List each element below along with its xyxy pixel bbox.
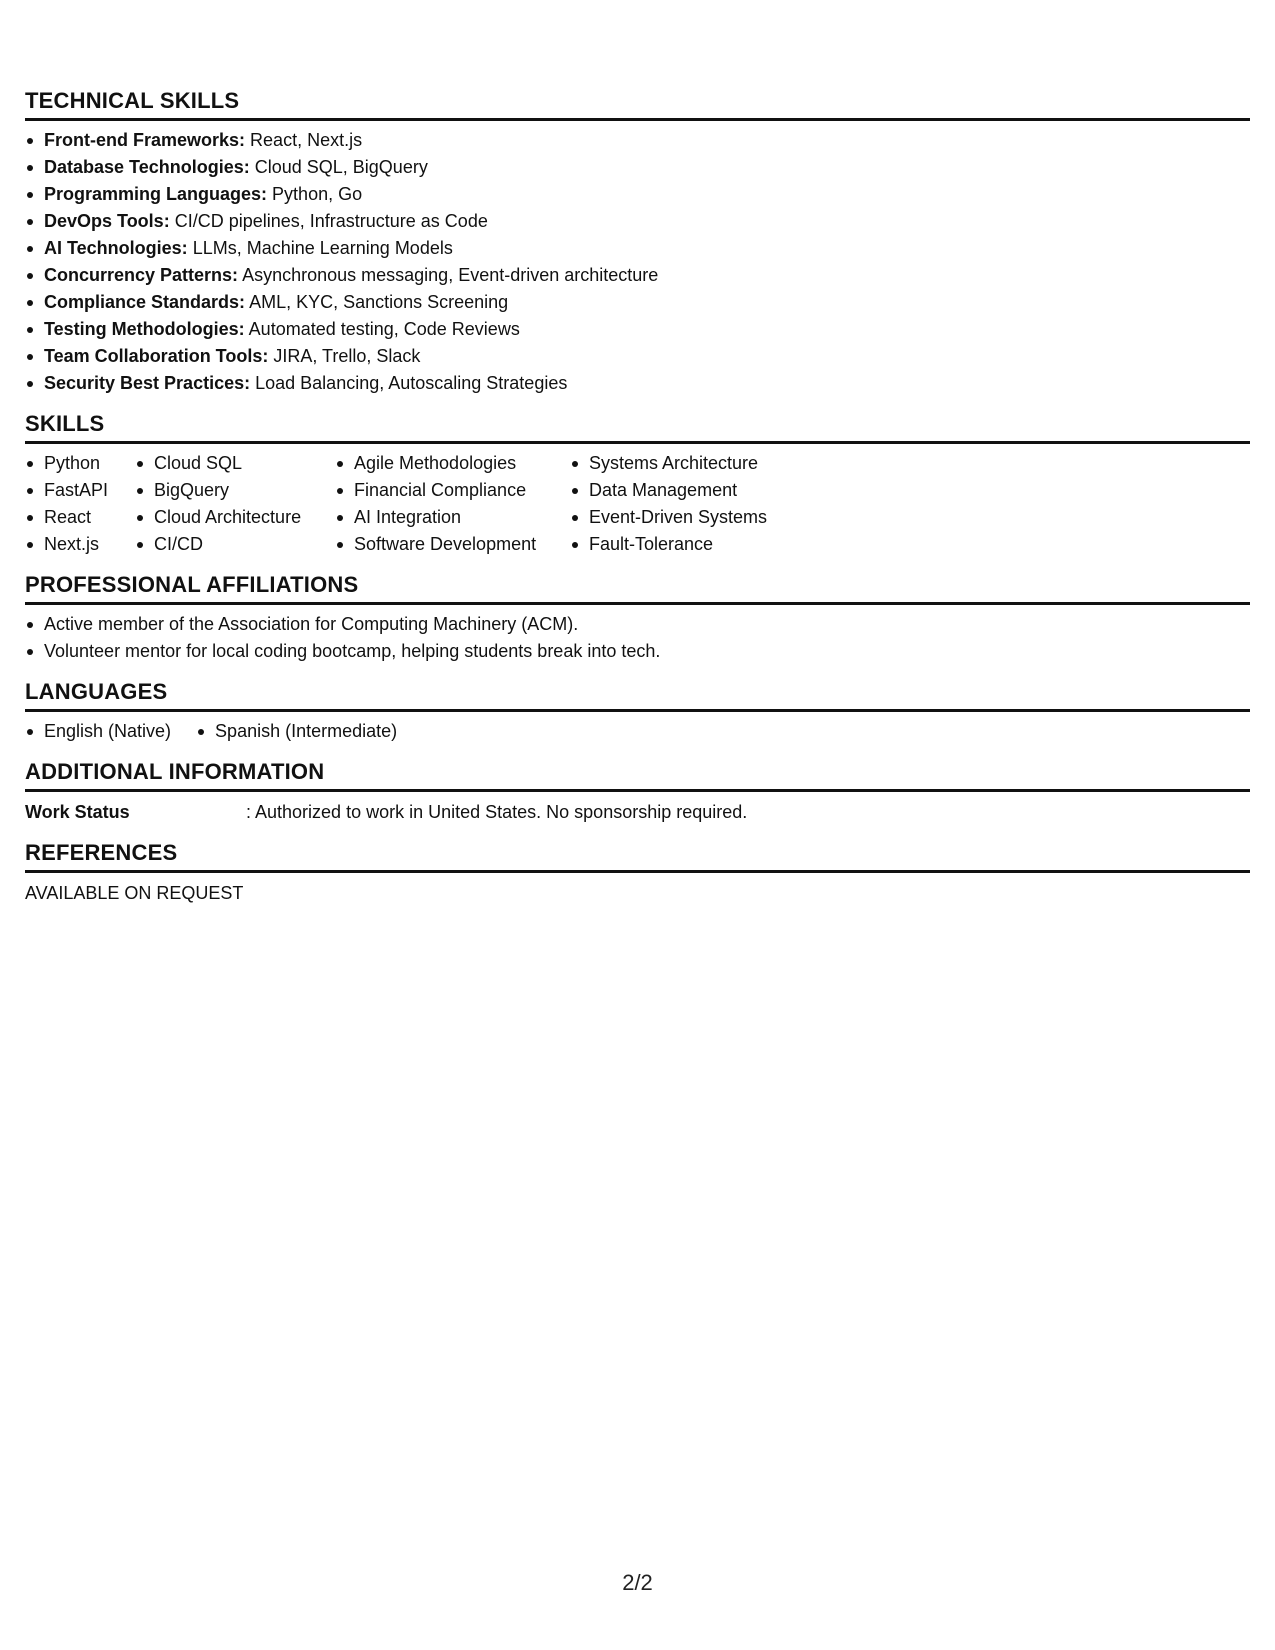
skill-item: AI Integration [335,504,570,531]
skill-item: Systems Architecture [570,450,830,477]
page-number: 2/2 [622,1570,653,1595]
skills-section [25,411,1250,558]
skill-item: Cloud SQL [135,450,335,477]
skill-item: Next.js [25,531,135,558]
skill-category-value: Python, Go [272,184,363,204]
languages-section [25,679,1250,745]
skills-grid [25,450,1250,558]
skill-item: FastAPI [25,477,135,504]
language-item: Spanish (Intermediate) [196,718,397,745]
list-item [25,154,1250,181]
skill-item: React [25,504,135,531]
skill-item: Fault-Tolerance [570,531,830,558]
affiliations-list [25,611,1250,665]
skill-item: CI/CD [135,531,335,558]
skill-item: Software Development [335,531,570,558]
work-status-value: : Authorized to work in United States. No sponsorship required. [246,802,748,822]
skills-column [335,450,570,558]
technical-skills-section [25,88,1250,397]
list-item [25,316,1250,343]
list-item [25,181,1250,208]
skill-category-value: JIRA, Trello, Slack [273,346,421,366]
skills-column [25,450,135,558]
references-section [25,840,1250,907]
list-item: Active member of the Association for Computing Machinery (ACM). [25,611,1250,638]
list-item [25,235,1250,262]
skill-item: Agile Methodologies [335,450,570,477]
section-title-affiliations: PROFESSIONAL AFFILIATIONS [25,572,1250,605]
section-title-languages: LANGUAGES [25,679,1250,712]
additional-info-section [25,759,1250,826]
skill-category-label: Concurrency Patterns: [44,265,239,285]
skill-category-value: Automated testing, Code Reviews [248,319,520,339]
skill-category-value: CI/CD pipelines, Infrastructure as Code [174,211,488,231]
skill-item: Data Management [570,477,830,504]
work-status-label: Work Status [25,802,130,822]
skill-category-value: Asynchronous messaging, Event-driven architecture [242,265,659,285]
resume-page [25,88,1250,921]
skills-column [135,450,335,558]
section-title-technical-skills: TECHNICAL SKILLS [25,88,1250,121]
skill-category-value: LLMs, Machine Learning Models [192,238,453,258]
skill-category-label: Team Collaboration Tools: [44,346,269,366]
skill-category-value: AML, KYC, Sanctions Screening [249,292,509,312]
skill-category-label: Security Best Practices: [44,373,251,393]
skill-category-label: Database Technologies: [44,157,250,177]
work-status-row [25,798,1250,826]
list-item [25,127,1250,154]
skill-category-label: Compliance Standards: [44,292,246,312]
list-item: Volunteer mentor for local coding bootcamp, helping students break into tech. [25,638,1250,665]
skill-category-value: React, Next.js [250,130,363,150]
list-item [25,262,1250,289]
skill-item: Event-Driven Systems [570,504,830,531]
skill-category-label: Front-end Frameworks: [44,130,246,150]
skill-item: Financial Compliance [335,477,570,504]
section-title-references: REFERENCES [25,840,1250,873]
list-item [25,208,1250,235]
skill-category-label: AI Technologies: [44,238,188,258]
list-item [25,343,1250,370]
skill-category-label: Testing Methodologies: [44,319,245,339]
technical-skills-list [25,127,1250,397]
skills-column [570,450,830,558]
skill-category-value: Load Balancing, Autoscaling Strategies [255,373,568,393]
language-item: English (Native) [25,718,171,745]
list-item [25,370,1250,397]
affiliations-section [25,572,1250,665]
languages-list [25,718,1250,745]
skill-item: BigQuery [135,477,335,504]
skill-category-value: Cloud SQL, BigQuery [254,157,428,177]
skill-category-label: DevOps Tools: [44,211,170,231]
list-item [25,289,1250,316]
references-text: AVAILABLE ON REQUEST [25,883,244,903]
section-title-skills: SKILLS [25,411,1250,444]
skill-item: Cloud Architecture [135,504,335,531]
section-title-additional-info: ADDITIONAL INFORMATION [25,759,1250,792]
skill-item: Python [25,450,135,477]
skill-category-label: Programming Languages: [44,184,268,204]
